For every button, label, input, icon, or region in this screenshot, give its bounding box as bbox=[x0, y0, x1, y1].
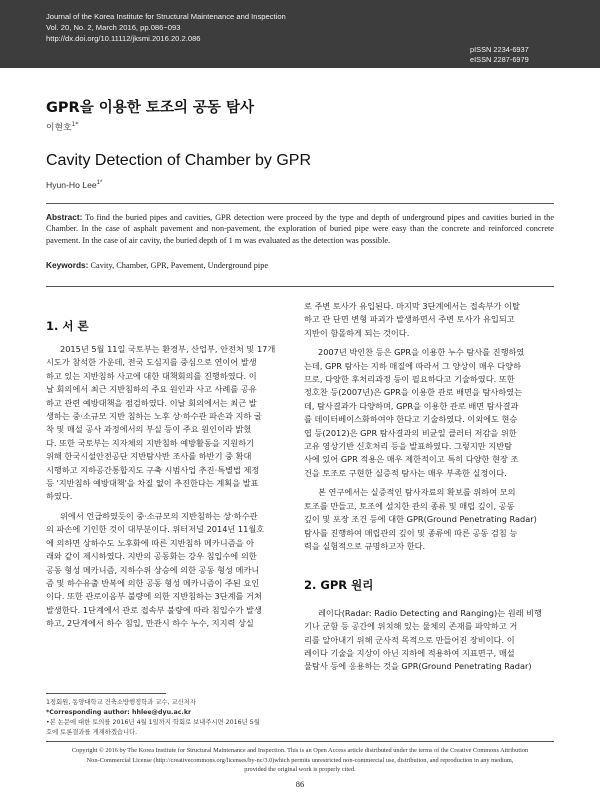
text-line: 2007년 박인찬 등은 GPR을 이용한 누수 탐사를 진행하였 bbox=[318, 347, 525, 358]
paragraph bbox=[304, 607, 554, 674]
korean-title: GPR을 이용한 토조의 공동 탐사 bbox=[46, 100, 254, 116]
section-1-title: 1. 서 론 bbox=[46, 319, 89, 333]
text-line: 이다. 또한 관로이음부 불량에 의한 지반침하는 3단계를 거쳐 bbox=[46, 591, 262, 602]
text-line: 본 연구에서는 실증적인 탐사자료의 확보를 위하여 모의 bbox=[318, 487, 516, 498]
korean-author-mark: 1* bbox=[71, 121, 79, 129]
text-line: 에 의하면 상하수도 노후화에 따른 지반침하 메카니즘을 아 bbox=[46, 537, 255, 548]
text-line: 하고 관 단면 변형 파괴가 발생하면서 주변 토사가 유입되고 bbox=[304, 314, 515, 325]
korean-author-name: 이현호 bbox=[46, 123, 72, 133]
text-line: 지반이 함몰하게 되는 것이다. bbox=[304, 327, 410, 338]
text-line: 기나 군함 등 공간에 위치해 있는 물체의 존재를 파악하고 거 bbox=[304, 621, 518, 632]
text-line: 래와 같이 제시하였다. 지반의 공동화는 강우 침입수에 의한 bbox=[46, 551, 257, 562]
text-line: 데, 탐사결과가 다양하며, GPR을 이용한 관로 배면 탐사결과 bbox=[304, 400, 519, 411]
journal-header bbox=[0, 0, 600, 68]
copyright-line: Non-Commercial License (http://creativecommons.org/licenses/by-nc/3.0)which permits unrestricted non-commercial use, distribution, and reproduction in any medium, bbox=[86, 756, 514, 764]
text-line: 를 데이터베이스화하여야 한다고 기술하였다. 이외에도 현승 bbox=[304, 414, 518, 425]
paragraph bbox=[304, 486, 554, 553]
text-line: 토조를 만들고, 토조에 설치한 관의 종류 및 매립 깊이, 공동 bbox=[304, 500, 515, 511]
text-line: 의 파손에 기인한 것이 대부분이다. 위터저널 2014년 11월호 bbox=[46, 524, 265, 535]
text-line: 2015년 5월 11일 국토부는 환경부, 산업부, 안전처 및 17개 bbox=[60, 344, 276, 354]
paragraph bbox=[304, 300, 554, 340]
text-line: 위에서 언급하였듯이 중·소규모의 지반침하는 상·하수관 bbox=[60, 510, 258, 521]
footnote-line: 1정회원, 동양대학교 건축소방행정학과 교수, 교신저자 bbox=[46, 699, 196, 706]
text-line: 정호찬 등(2007년)은 GPR을 이용한 관로 배면을 탐사하였는 bbox=[304, 387, 522, 398]
keywords bbox=[46, 260, 554, 270]
text-line: 착 및 매설 공사 과정에서의 부실 등이 주요 원인이라 밝혔 bbox=[46, 424, 252, 435]
footnote-line: 호에 토론결과를 게재하겠습니다. bbox=[46, 729, 138, 736]
abstract-text: To find the buried pipes and cavities, GPR detection were proceed by the type and depth of underground pipes and cavities buried in the Chamber. In the case of asphalt pavement and non-pavement, the exploration of buried pipe were easy than the concrete and reinforced concrete pavement. In the case of air cavity, the buried depth of 1 m was evaluated as the detection was possible. bbox=[46, 213, 554, 245]
text-line: 사에 있어 GPR 적용은 매우 제한적이고 특히 다양한 현장 조 bbox=[304, 454, 519, 465]
text-line: 로 주변 토사가 유입된다. 마지막 3단계에서는 접속부가 이탈 bbox=[304, 301, 520, 311]
footnote-line: *Corresponding author: hhlee@dyu.ac.kr bbox=[46, 709, 192, 716]
english-author bbox=[46, 180, 102, 190]
text-line: 하였다. bbox=[46, 491, 73, 502]
text-line: 등 '지반침하 예방대책'을 차질 없이 추진한다는 계획을 발표 bbox=[46, 478, 259, 489]
text-line: 깊이 및 포장 조건 등에 대한 GPR(Ground Penetrating Radar) bbox=[304, 514, 537, 525]
text-line: 므로, 다양한 후처리과정 등이 필요하다고 기술하였다. 또한 bbox=[304, 374, 515, 385]
pissn: pISSN 2234-6937 bbox=[470, 45, 529, 54]
copyright-line: provided the original work is properly cited. bbox=[244, 766, 356, 773]
eissn: eISSN 2287-6979 bbox=[470, 55, 529, 64]
text-line: 물탐사 등에 응용하는 것을 GPR(Ground Penetrating Radar) bbox=[304, 661, 532, 672]
text-line: 건을 토조로 구현한 실증적 탐사는 매우 부족한 실정이다. bbox=[304, 467, 507, 478]
abstract-label: Abstract: bbox=[46, 212, 83, 222]
text-line: 날 회의에서 최근 지반침하의 주요 원인과 사고 사례를 공유 bbox=[46, 384, 257, 395]
copyright-line: Copyright © 2016 by The Korea Institute for Structural Maintenance and Inspection. This is an Open Access article distributed under the terms of the Creative Commons Attribution bbox=[71, 747, 529, 754]
footnote-rule bbox=[46, 693, 166, 694]
section-2-title: 2. GPR 원리 bbox=[304, 578, 374, 593]
text-line: 하고, 2단계에서 하수 침입, 만관시 하수 누수, 지지력 상실 bbox=[46, 618, 254, 629]
text-line: 하고 관련 예방대책을 점검하였다. 이날 회의에서는 최근 발 bbox=[46, 397, 257, 408]
english-author-mark: 1* bbox=[96, 180, 103, 187]
journal-name: Journal of the Korea Institute for Structural Maintenance and Inspection bbox=[46, 12, 286, 21]
text-line: 리를 알아내기 위해 군사적 목적으로 만들어진 장비이다. 이 bbox=[304, 634, 515, 645]
paragraph bbox=[46, 510, 296, 631]
text-line: 위해 한국시설안전공단 지반탐사반 조사를 하반기 중 확대 bbox=[46, 451, 252, 462]
volume-info: Vol. 20, No. 2, March 2016, pp.086~093 bbox=[46, 23, 181, 32]
keywords-text: Cavity, Chamber, GPR, Pavement, Underground pipe bbox=[88, 261, 269, 270]
text-line: 고유 영상기반 신호처리 등을 발표하였다. 그렇지만 지반탐 bbox=[304, 441, 513, 452]
doi-link[interactable]: http://dx.doi.org/10.11112/jksmi.2016.20.2.086 bbox=[46, 34, 201, 43]
keywords-label: Keywords: bbox=[46, 260, 89, 270]
text-line: 생하는 중·소규모 지반 침하는 노후 상·하수관 파손과 지하 굴 bbox=[46, 411, 262, 422]
footnotes bbox=[46, 698, 296, 738]
english-author-name: Hyun-Ho Lee bbox=[46, 180, 97, 190]
korean-author bbox=[46, 120, 78, 133]
abstract-bottom-rule bbox=[46, 286, 554, 287]
abstract-top-rule bbox=[46, 203, 554, 204]
text-line: 레이다(Radar: Radio Detecting and Ranging)는 원래 비행 bbox=[318, 607, 542, 618]
english-title: Cavity Detection of Chamber by GPR bbox=[46, 152, 311, 169]
right-column bbox=[304, 300, 554, 674]
text-line: 즘 및 하수유출 반복에 의한 공동 형성 메카니즘이 주된 요인 bbox=[46, 577, 260, 588]
page-number: 86 bbox=[295, 779, 305, 789]
paragraph bbox=[304, 346, 554, 480]
text-line: 탐사를 진행하여 매립관의 깊이 및 종류에 따른 공동 검침 능 bbox=[304, 527, 518, 538]
text-line: 력을 실험적으로 규명하고자 한다. bbox=[304, 540, 426, 551]
text-line: 발생한다. 1단계에서 관로 접속부 불량에 따라 침입수가 발생 bbox=[46, 604, 262, 615]
text-line: 시행하고 지하공간통합지도 구축 시범사업 추진·특별법 제정 bbox=[46, 464, 260, 475]
copyright-rule bbox=[46, 741, 554, 742]
text-line: 하고 있는 지반침하 사고에 대한 대책회의를 진행하였다. 이 bbox=[46, 370, 257, 381]
paragraph bbox=[46, 343, 296, 504]
text-line: 레이다 기술을 지상이 아닌 지하에 적용하여 지표면구, 매설 bbox=[304, 647, 515, 658]
left-column bbox=[46, 343, 296, 631]
copyright-notice bbox=[46, 746, 554, 775]
abstract bbox=[46, 212, 554, 246]
footnote-line: •본 논문에 대한 토의를 2016년 4월 1일까지 학회로 보내주시면 2016년 5월 bbox=[46, 719, 260, 726]
text-line: 시도가 참석한 가운데, 전국 도심지를 중심으로 연이어 발생 bbox=[46, 357, 257, 368]
text-line: 다. 또한 국토부는 지자체의 지반침하 예방활동을 지원하기 bbox=[46, 437, 255, 448]
text-line: 는데, GPR 탐사는 지하 매질에 따라서 그 양상이 매우 다양하 bbox=[304, 360, 521, 371]
text-line: 공동 형성 메카니즘, 지하수위 상승에 의한 공동 형성 메카니 bbox=[46, 564, 260, 575]
text-line: 엽 등(2012)은 GPR 탐사결과의 비균일 클러터 저감을 위한 bbox=[304, 427, 517, 438]
